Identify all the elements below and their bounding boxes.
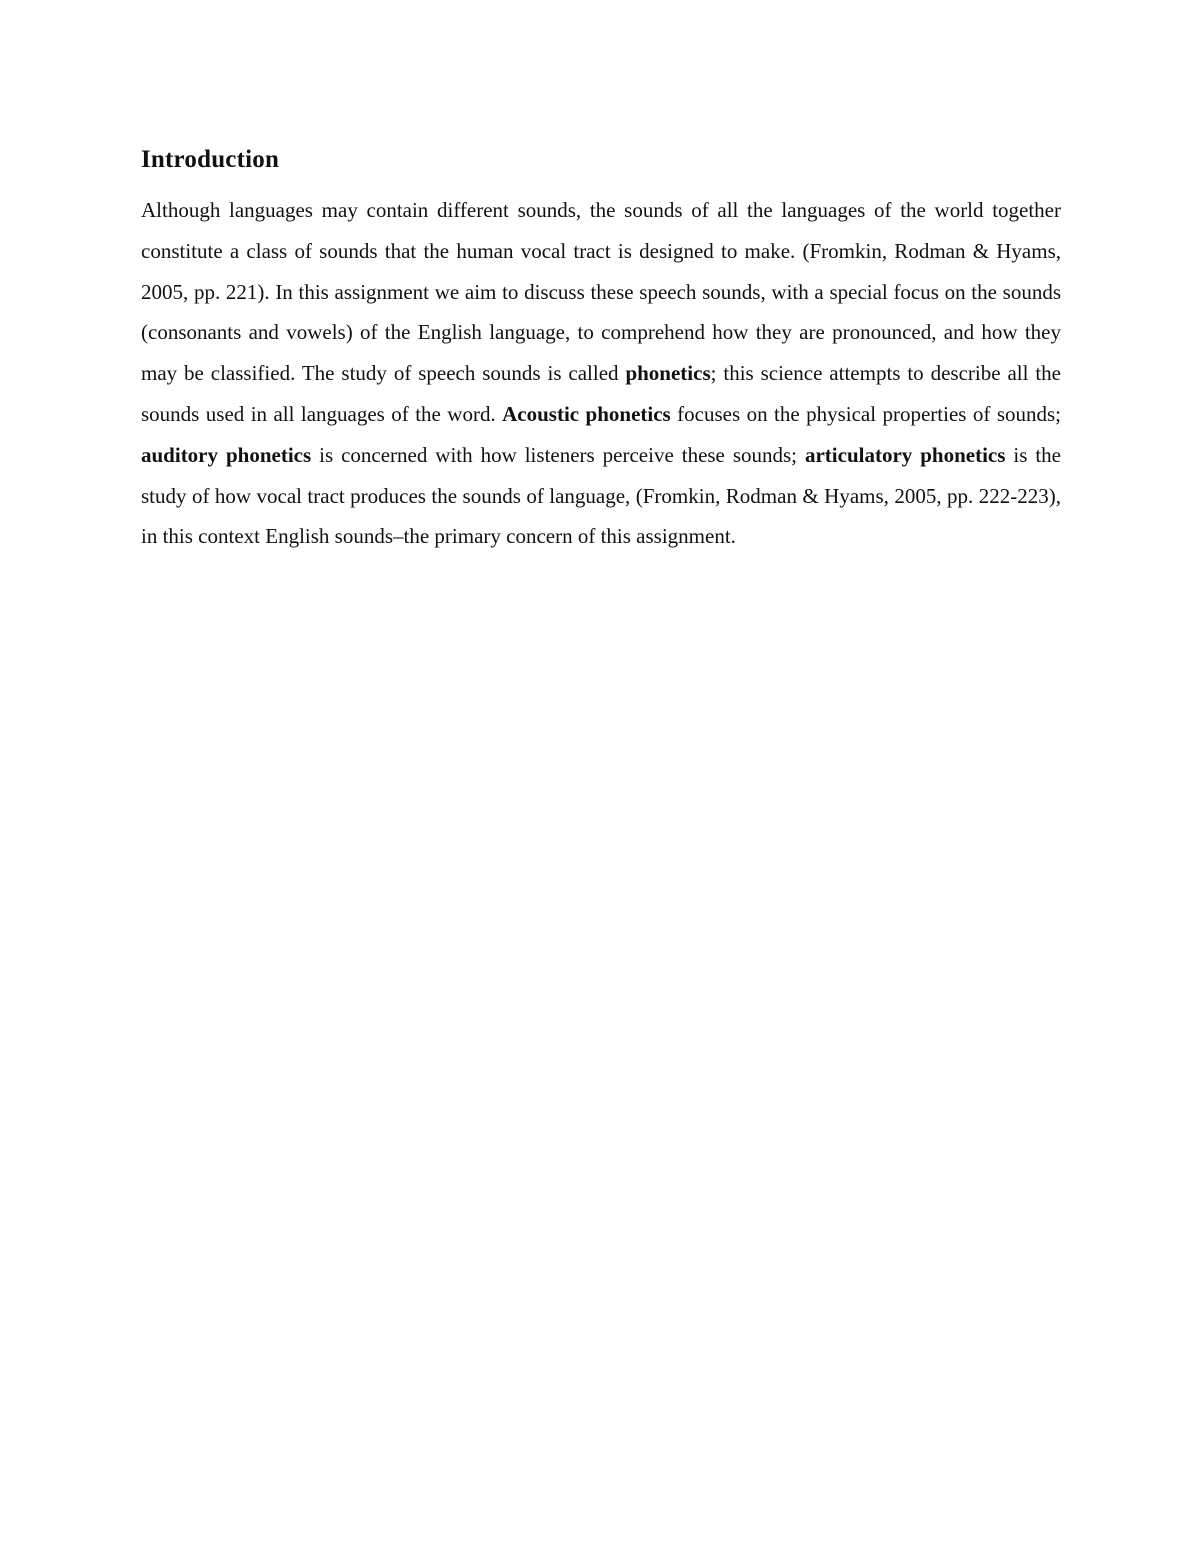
term-auditory-phonetics: auditory phonetics [141, 442, 312, 467]
paragraph-text: Although languages may contain different sounds, the sounds of all the languages of the world together constitute a class of sounds that the human vocal tract is designed to make. (Fromkin, Rodman & Hyams, 2005, pp. 221). In this assignment we aim to discuss these speech sounds, with a special focus on the sounds (consonants and vowels) of the English language, to comprehend how they are pronounced, and how they may be classified. The study of speech sounds is called [141, 198, 1061, 386]
paragraph-text: ; this science attempts to describe all the sounds used in all languages of the word. [141, 361, 1061, 426]
term-phonetics: phonetics [625, 361, 711, 386]
document-body [141, 142, 1061, 557]
paragraph-text: focuses on the physical properties of sounds; [670, 401, 1061, 426]
introduction-paragraph [141, 190, 1061, 557]
paragraph-text: is the study of how vocal tract produces the sounds of language, (Fromkin, Rodman & Hyams, 2005, pp. 222-223), in this context English sounds–the primary concern of this assignment. [141, 442, 1061, 549]
paragraph-text: is concerned with how listeners perceive these sounds; [311, 442, 805, 467]
section-heading: Introduction [141, 146, 280, 173]
term-articulatory-phonetics: articulatory phonetics [804, 442, 1006, 467]
term-acoustic-phonetics: Acoustic phonetics [502, 401, 671, 426]
